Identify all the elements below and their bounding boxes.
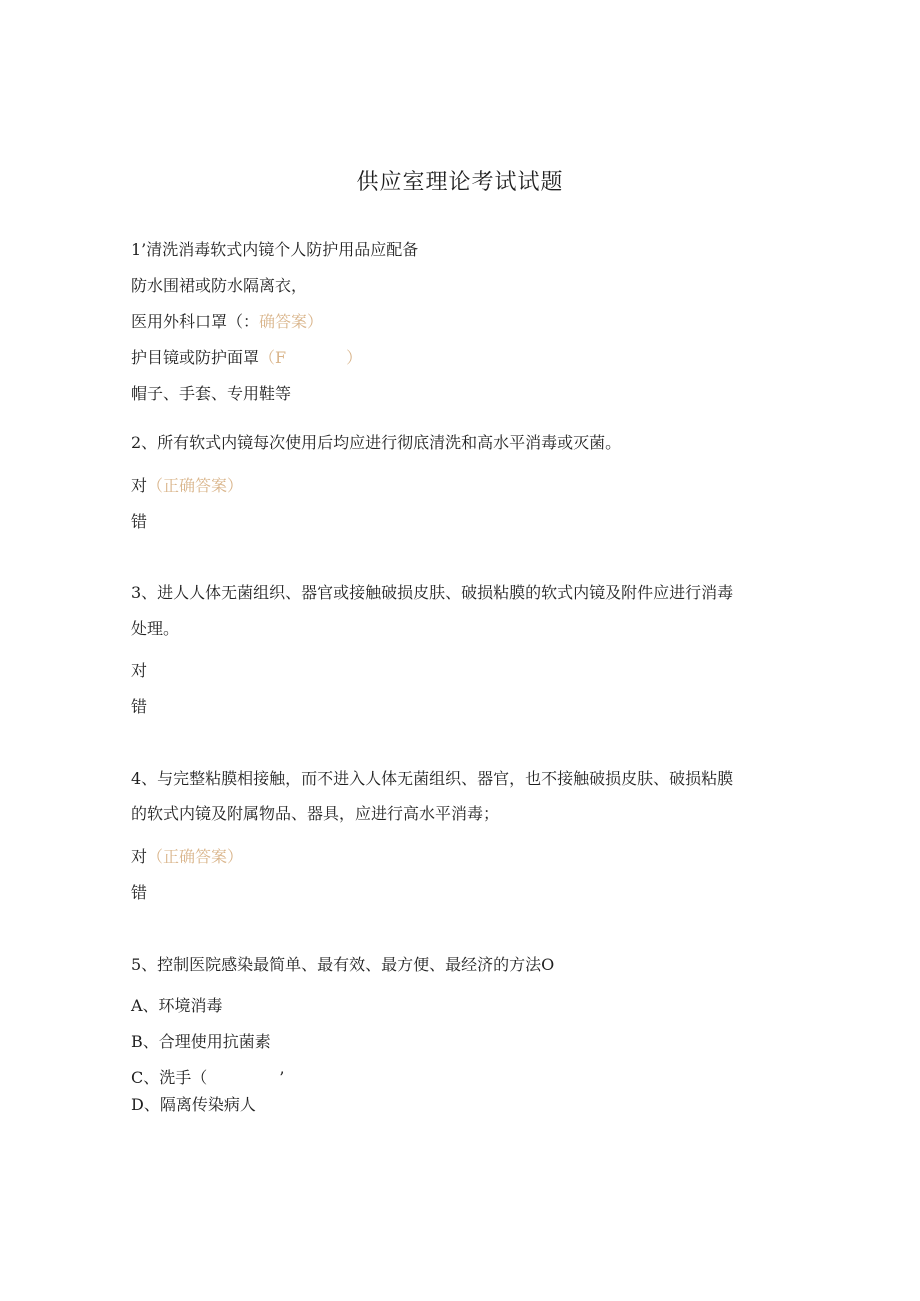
question-3-stem-line-2: 处理。 [131, 619, 180, 638]
question-4-correct-answer: （正确答案） [147, 847, 244, 866]
question-2-option-false: 错 [131, 512, 148, 531]
question-2-correct-answer: （正确答案） [147, 476, 244, 495]
question-4-option-false: 错 [131, 883, 148, 902]
question-5-option-b: B、合理使用抗菌素 [131, 1032, 271, 1051]
question-5-option-a: A、环境消毒 [131, 996, 223, 1015]
question-1-option-3-answer-close: ） [346, 348, 363, 367]
question-1-option-3-text: 护目镜或防护面罩 [131, 348, 260, 367]
question-5-stem: 5、控制医院感染最简单、最有效、最方便、最经济的方法O [131, 955, 555, 974]
question-2-option-true-text: 对 [131, 476, 148, 495]
question-5-option-c [131, 1067, 284, 1089]
page-title: 供应室理论考试试题 [356, 170, 564, 195]
question-1-option-2 [131, 311, 323, 333]
question-3-option-false: 错 [131, 697, 148, 716]
question-1-stem: 1’清洗消毒软式内镜个人防护用品应配备 [131, 240, 419, 259]
question-4-stem-line-2: 的软式内镜及附属物品、器具，应进行高水平消毒； [131, 804, 500, 823]
question-4-option-true [131, 846, 243, 868]
question-1-option-4: 帽子、手套、专用鞋等 [131, 384, 292, 403]
question-2-stem: 2、所有软式内镜每次使用后均应进行彻底清洗和高水平消毒或灭菌。 [131, 433, 622, 452]
question-1-option-1: 防水围裙或防水隔离衣， [131, 276, 308, 295]
question-2-option-true [131, 475, 243, 497]
question-4-option-true-text: 对 [131, 847, 148, 866]
question-5-option-d: D、隔离传染病人 [131, 1095, 256, 1114]
question-1-option-3 [131, 347, 362, 369]
question-5-option-c-mark: ’ [279, 1068, 285, 1087]
question-4-stem-line-1: 4、与完整粘膜相接触，而不进入人体无菌组织、器官，也不接触破损皮肤、破损粘膜 [131, 769, 734, 788]
question-5-option-c-text: C、洗手（ [131, 1068, 208, 1087]
question-3-option-true: 对 [131, 661, 148, 680]
question-1-option-2-text: 医用外科口罩（： [131, 312, 260, 331]
question-3-stem-line-1: 3、进人人体无菌组织、器官或接触破损皮肤、破损粘膜的软式内镜及附件应进行消毒 [131, 583, 734, 602]
question-1-option-3-answer-open: （F [259, 348, 287, 367]
question-1-option-2-answer: 确答案） [259, 312, 324, 331]
